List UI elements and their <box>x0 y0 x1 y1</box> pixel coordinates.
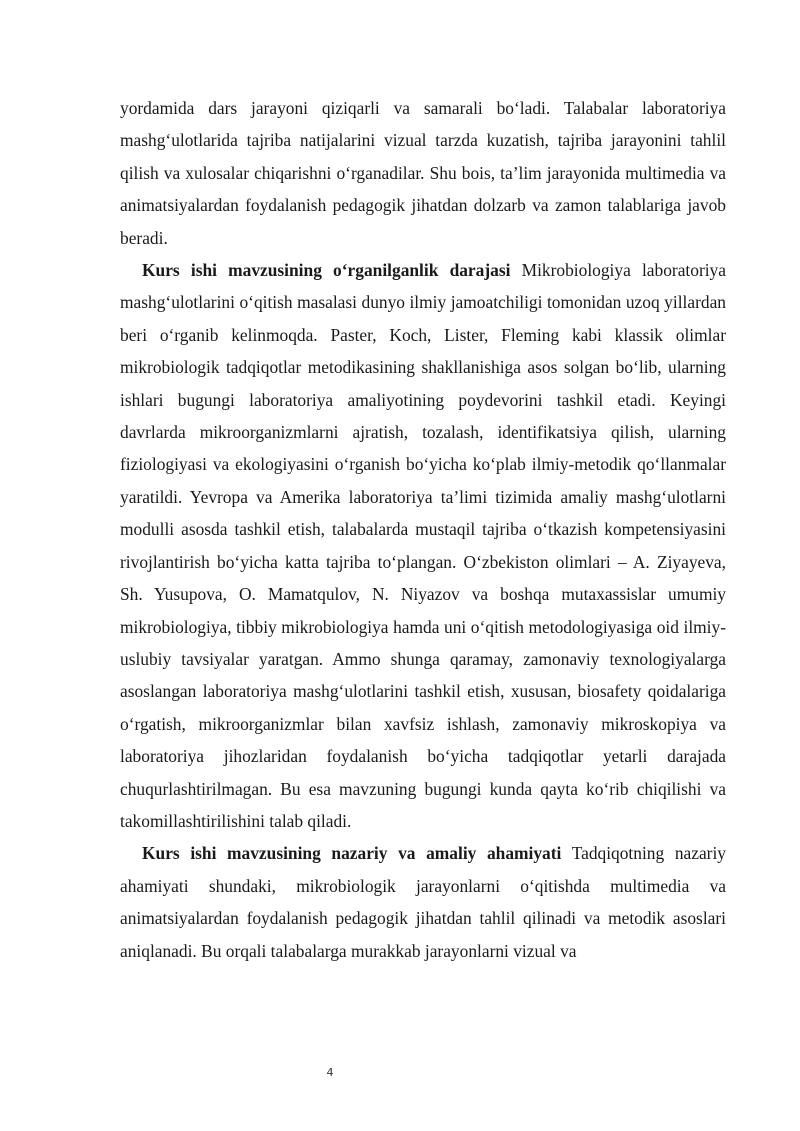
section-heading-study-level: Kurs ishi mavzusining o‘rganilganlik darajasi <box>142 260 511 281</box>
paragraph-text: Mikrobiologiya laboratoriya mashg‘ulotlarini o‘qitish masalasi dunyo ilmiy jamoatchiligi tomonidan uzoq yillardan beri o‘rganib kelinmoqda. Paster, Koch, Lister, Fleming kabi klassik olimlar mikrobiologik tadqiqotlar metodikasining shakllanishiga asos solgan bo‘lib, ularning ishlari bugungi laboratoriya amaliyotining poydevorini tashkil etadi. Keyingi davrlarda mikroorganizmlarni ajratish, tozalash, identifikatsiya qilish, ularning fiziologiyasi va ekologiyasini o‘rganish bo‘yicha ko‘plab ilmiy-metodik qo‘llanmalar yaratildi. Yevropa va Amerika laboratoriya ta’limi tizimida amaliy mashg‘ulotlarni modulli asosda tashkil etish, talabalarda mustaqil tajriba o‘tkazish kompetensiyasini rivojlantirish bo‘yicha katta tajriba to‘plangan. O‘zbekiston olimlari – A. Ziyayeva, Sh. Yusupova, O. Mamatqulov, N. Niyazov va boshqa mutaxassislar umumiy mikrobiologiya, tibbiy mikrobiologiya hamda uni o‘qitish metodologiyasiga oid ilmiy-uslubiy tavsiyalar yaratgan. Ammo shunga qaramay, zamonaviy texnologiyalarga asoslangan laboratoriya mashg‘ulotlarini tashkil etish, xususan, biosafety qoidalariga o‘rgatish, mikroorganizmlar bilan xavfsiz ishlash, zamonaviy mikroskopiya va laboratoriya jihozlaridan foydalanish bo‘yicha tadqiqotlar yetarli darajada chuqurlashtirilmagan. Bu esa mavzuning bugungi kunda qayta ko‘rib chiqilishi va takomillashtirilishini talab qiladi. <box>120 260 726 831</box>
paragraph-text: Tadqiqotning nazariy ahamiyati shundaki, mikrobiologik jarayonlarni o‘qitishda multimedia va animatsiyalardan foydalanish pedagogik jihatdan tahlil qilinadi va metodik asoslari aniqlanadi. Bu orqali talabalarga murakkab jarayonlarni vizual va <box>120 843 726 961</box>
paragraph-text: yordamida dars jarayoni qiziqarli va samarali bo‘ladi. Talabalar laboratoriya mashg‘ulotlarida tajriba natijalarini vizual tarzda kuzatish, tajriba jarayonini tahlil qilish va xulosalar chiqarishni o‘rganadilar. Shu bois, ta’lim jarayonida multimedia va animatsiyalardan foydalanish pedagogik jihatdan dolzarb va zamon talablariga javob beradi. <box>120 98 726 248</box>
paragraph-significance <box>120 837 726 967</box>
paragraph-study-level <box>120 254 726 837</box>
page-number: 4 <box>326 1066 334 1079</box>
section-heading-significance: Kurs ishi mavzusining nazariy va amaliy ahamiyati <box>142 843 562 864</box>
body-text <box>120 92 726 967</box>
paragraph-continuation <box>120 92 726 254</box>
